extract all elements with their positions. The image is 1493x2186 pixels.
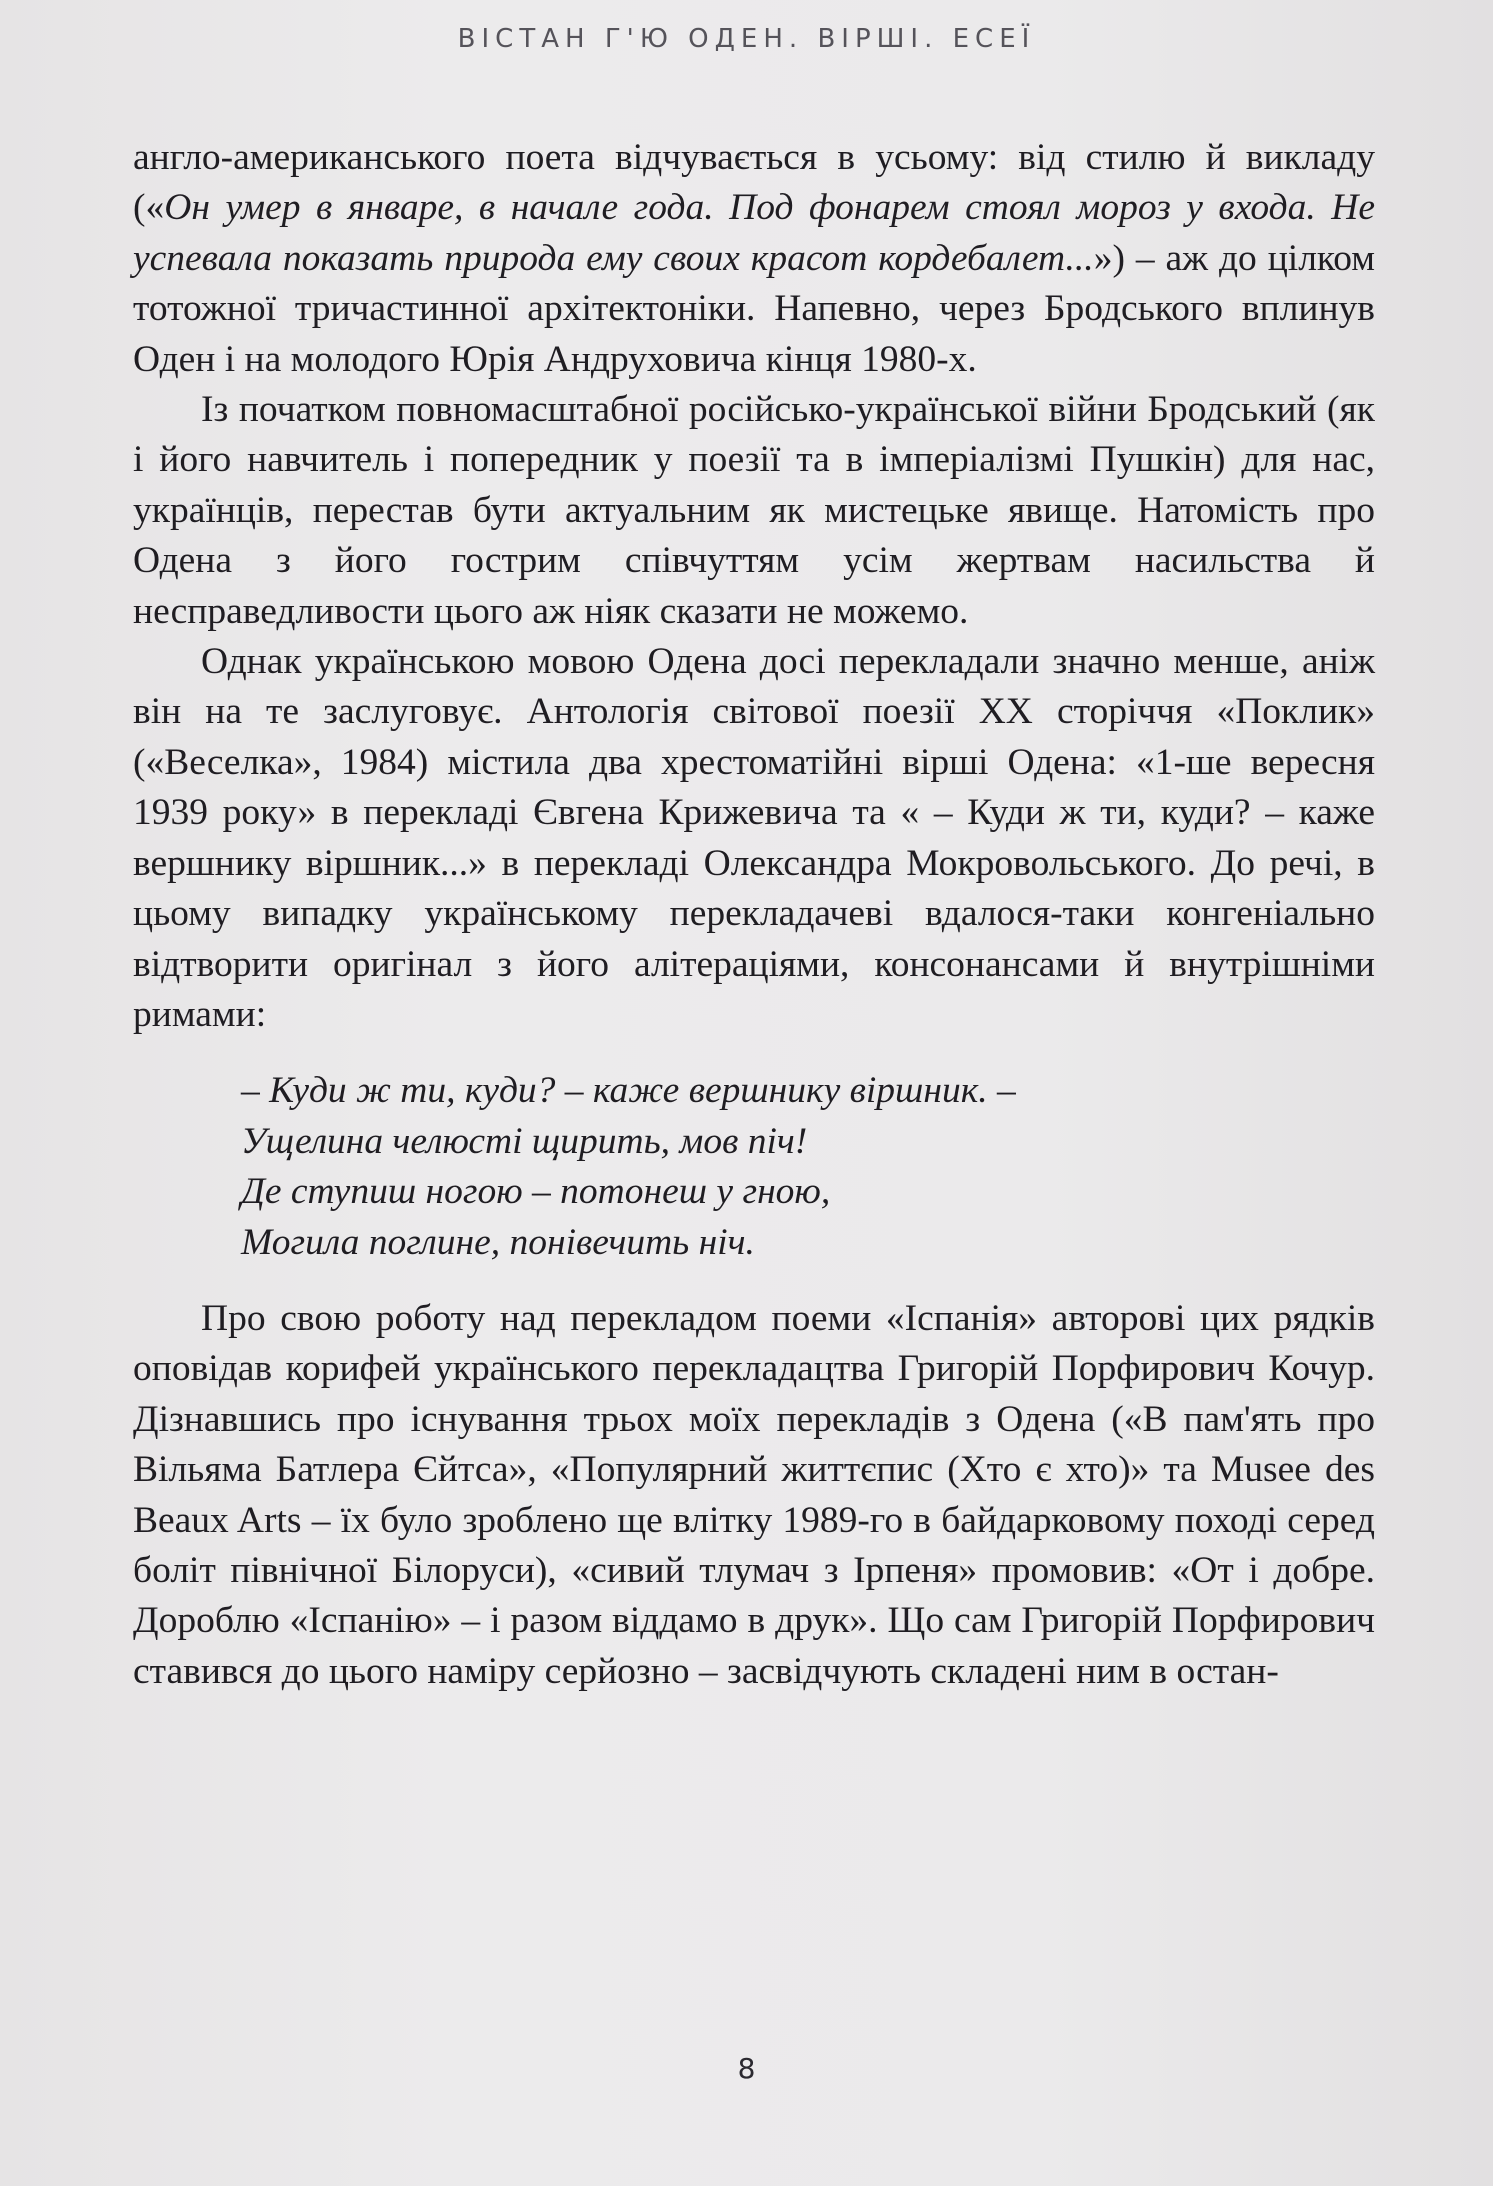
paragraph-1-text-start: англо-американського поета відчувається в усьому: від стилю й викладу («: [133, 137, 1375, 229]
paragraph-1: [133, 133, 1375, 385]
page-number: 8: [737, 2052, 756, 2085]
page-body: [133, 133, 1375, 1697]
poem-line-2: Ущелина челюсті щирить, мов піч!: [241, 1120, 808, 1162]
poem-line-3: Де ступиш ногою – потонеш у гною,: [241, 1171, 831, 1213]
paragraph-3: Однак українською мовою Одена досі перекладали значно менше, аніж він на те заслуговує. Антологія світової поезії XX сторіччя «Поклик» («Веселка», 1984) містила два хрестоматійні вірші Одена: «1-ше вересня 1939 року» в перекладі Євгена Крижевича та « – Куди ж ти, куди? – каже вершнику віршник...» в перекладі Олександра Мокровольського. До речі, в цьому випадку українському перекладачеві вдалося-таки конгеніально відтворити оригінал з його алітераціями, консонансами й внутрішніми римами:: [133, 641, 1375, 1035]
paragraph-1-quote: Он умер в январе, в начале года. Под фонарем стоял мороз у входа. Не успевала показать природа ему своих красот кордебалет...: [133, 187, 1375, 279]
poem-quote: [241, 1066, 1375, 1268]
running-head: ВІСТАН Г'Ю ОДЕН. ВІРШІ. ЕСЕЇ: [457, 24, 1036, 54]
paragraph-1-text-end: ») – аж до цілком тотожної тричастинної архітектоніки. Напевно, через Бродського вплинув Оден і на молодого Юрія Андруховича кінця 1980-х.: [133, 237, 1375, 380]
poem-line-4: Могила поглине, понівечить ніч.: [241, 1221, 755, 1263]
paragraph-4: Про свою роботу над перекладом поеми «Іспанія» авторові цих рядків оповідав корифей українського перекладацтва Григорій Порфирович Кочур. Дізнавшись про існування трьох моїх перекладів з Одена («В пам'ять про Вільяма Батлера Єйтса», «Популярний життєпис (Хто є хто)» та Musee des Beaux Arts – їх було зроблено ще влітку 1989-го в байдарковому поході серед боліт північної Білоруси), «сивий тлумач з Ірпеня» промовив: «От і добре. Дороблю «Іспанію» – і разом віддамо в друк». Що сам Григорій Порфирович ставився до цього наміру серйозно – засвідчують складені ним в остан-: [133, 1297, 1375, 1692]
poem-line-1: – Куди ж ти, куди? – каже вершнику віршник. –: [241, 1070, 1016, 1112]
paragraph-2: Із початком повномасштабної російсько-української війни Бродський (як і його навчитель і попередник у поезії та в імперіалізмі Пушкін) для нас, українців, перестав бути актуальним як мистецьке явище. Натомість про Одена з його гострим співчуттям усім жертвам насильства й несправедливости цього аж ніяк сказати не можемо.: [133, 389, 1375, 632]
